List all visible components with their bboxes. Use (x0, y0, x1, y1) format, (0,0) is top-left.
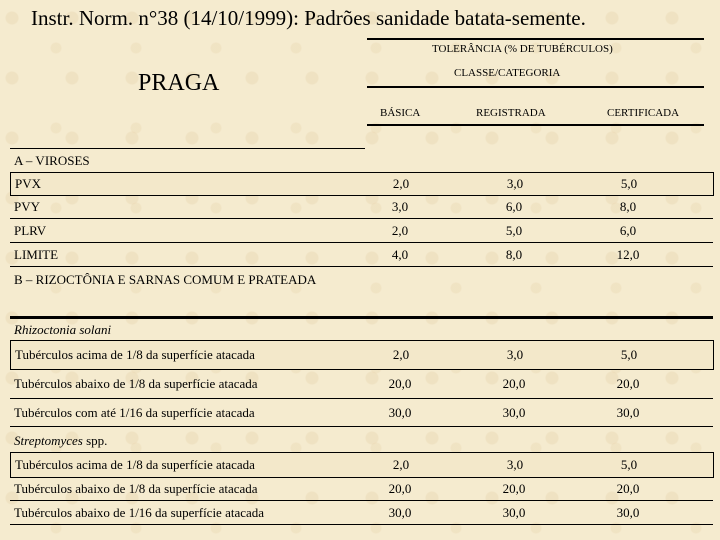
registrada-value: 3,0 (506, 176, 524, 191)
table-row (10, 220, 713, 243)
table-row (10, 502, 713, 525)
basica-value: 30,0 (388, 505, 412, 520)
row-name: Tubérculos abaixo de 1/8 da superfície atacada (14, 376, 258, 391)
row-name: PVY (14, 199, 41, 214)
basica-value: 2,0 (392, 457, 410, 472)
classe-header: CLASSE/CATEGORIA (454, 67, 561, 79)
certificada-header: CERTIFICADA (607, 107, 680, 119)
row-name: PVX (15, 176, 42, 191)
basica-header: BÁSICA (380, 107, 421, 119)
registrada-value: 20,0 (502, 376, 526, 391)
registrada-value: 30,0 (502, 405, 526, 420)
registrada-value: 8,0 (505, 247, 523, 262)
table-row (10, 340, 714, 370)
certificada-value: 12,0 (616, 247, 640, 262)
certificada-value: 8,0 (619, 199, 637, 214)
certificada-value: 20,0 (616, 376, 640, 391)
basica-value: 2,0 (392, 347, 410, 362)
basica-value: 3,0 (391, 199, 409, 214)
header-mid-rule (367, 86, 704, 88)
table-row (10, 400, 713, 427)
registrada-value: 3,0 (506, 457, 524, 472)
basica-value: 2,0 (392, 176, 410, 191)
table-row (10, 478, 713, 501)
basica-value: 2,0 (391, 223, 409, 238)
row-name: Tubérculos acima de 1/8 da superfície atacada (15, 347, 255, 362)
praga-header: PRAGA (138, 70, 220, 96)
streptomyces-spp: spp. (82, 433, 108, 448)
streptomyces-label (14, 433, 107, 449)
registrada-value: 3,0 (506, 347, 524, 362)
table-row (10, 196, 713, 219)
table-row (10, 172, 714, 196)
row-name: PLRV (14, 223, 47, 238)
row-name: Tubérculos acima de 1/8 da superfície atacada (15, 457, 255, 472)
certificada-value: 30,0 (616, 505, 640, 520)
registrada-value: 5,0 (505, 223, 523, 238)
certificada-value: 5,0 (620, 176, 638, 191)
certificada-value: 5,0 (620, 347, 638, 362)
certificada-value: 30,0 (616, 405, 640, 420)
registrada-value: 20,0 (502, 481, 526, 496)
basica-value: 4,0 (391, 247, 409, 262)
row-name: Tubérculos com até 1/16 da superfície atacada (14, 405, 255, 420)
basica-value: 30,0 (388, 405, 412, 420)
streptomyces-genus: Streptomyces (14, 433, 83, 448)
table-row (10, 370, 713, 399)
table-row (10, 244, 713, 267)
row-name: Tubérculos abaixo de 1/16 da superfície atacada (14, 505, 265, 520)
page-title: Instr. Norm. n°38 (14/10/1999): Padrões sanidade batata-semente. (31, 6, 586, 30)
certificada-value: 20,0 (616, 481, 640, 496)
certificada-value: 5,0 (620, 457, 638, 472)
basica-value: 20,0 (388, 481, 412, 496)
registrada-header: REGISTRADA (476, 107, 546, 119)
header-top-rule (367, 38, 704, 40)
section-b-label: B – RIZOCTÔNIA E SARNAS COMUM E PRATEADA (14, 272, 317, 287)
row-name: LIMITE (14, 247, 59, 262)
registrada-value: 6,0 (505, 199, 523, 214)
table-row (10, 452, 714, 478)
row-name: Tubérculos abaixo de 1/8 da superfície atacada (14, 481, 258, 496)
header-bottom-rule (367, 124, 704, 126)
rhizoctonia-label: Rhizoctonia solani (14, 322, 112, 337)
praga-rule (10, 148, 365, 149)
section-a-label: A – VIROSES (14, 153, 90, 168)
section-b-rule (10, 316, 713, 319)
certificada-value: 6,0 (619, 223, 637, 238)
tolerancia-header: TOLERÂNCIA (% DE TUBÉRCULOS) (432, 43, 613, 55)
basica-value: 20,0 (388, 376, 412, 391)
registrada-value: 30,0 (502, 505, 526, 520)
